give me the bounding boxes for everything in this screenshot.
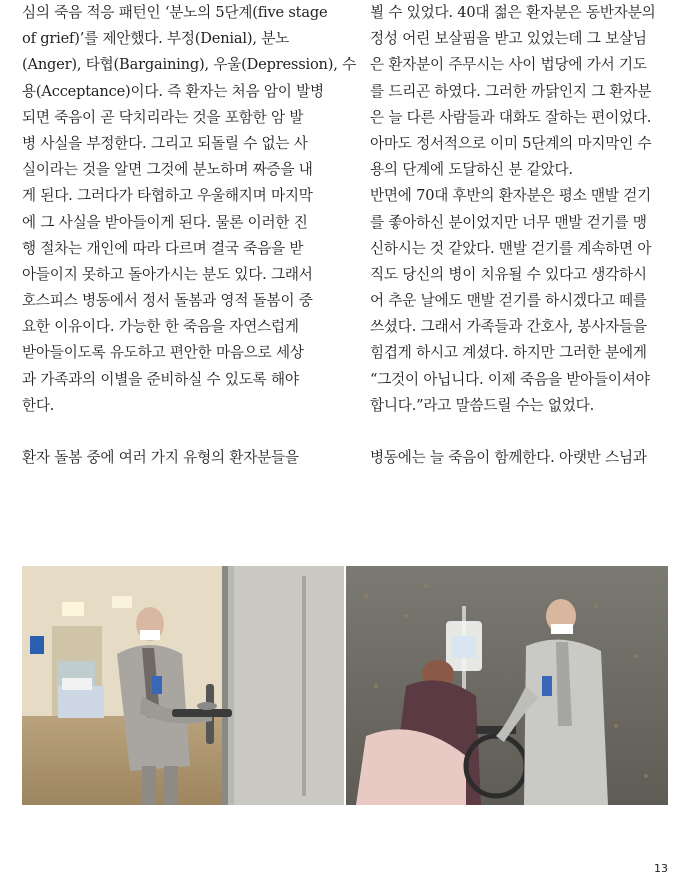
text-line: 되면 죽음이 곧 닥치리라는 것을 포함한 암 발 <box>22 108 304 126</box>
text-line: 합니다.”라고 말씀드릴 수는 없었다. <box>370 396 595 414</box>
text-line: 반면에 70대 후반의 환자분은 평소 맨발 걷기 <box>370 187 652 205</box>
text-line: 과 가족과의 이별을 준비하실 수 있도록 해야 <box>22 370 299 388</box>
text-line: 정성 어린 보살핌을 받고 있었는데 그 보살님 <box>370 30 647 48</box>
text-line: 쓰셨다. 그래서 가족들과 간호사, 봉사자들을 <box>370 318 647 336</box>
text-line: “그것이 아닙니다. 이제 죽음을 받아들이셔야 <box>370 370 650 388</box>
text-line: 를 좋아하신 분이었지만 너무 맨발 걷기를 맹 <box>370 213 647 231</box>
page-number: 13 <box>654 862 668 875</box>
ward-photo <box>22 566 344 805</box>
right-text-column <box>370 0 670 471</box>
text-line: 병 사실을 부정한다. 그리고 되돌릴 수 없는 사 <box>22 134 308 152</box>
text-line: 에 그 사실을 받아들이게 된다. 물론 이러한 진 <box>22 213 308 231</box>
text-line: 직도 당신의 병이 치유될 수 있다고 생각하시 <box>370 265 647 283</box>
text-line: 아들이지 못하고 돌아가시는 분도 있다. 그래서 <box>22 265 313 283</box>
text-line: 힘겹게 하시고 계셨다. 하지만 그러한 분에게 <box>370 344 647 362</box>
text-line: 행 절차는 개인에 따라 다르며 결국 죽음을 받 <box>22 239 304 257</box>
text-line: 실이라는 것을 알면 그것에 분노하며 짜증을 내 <box>22 161 313 179</box>
text-line: 게 된다. 그러다가 타협하고 우울해지며 마지막 <box>22 187 313 205</box>
text-line: 받아들이도록 유도하고 편안한 마음으로 세상 <box>22 344 304 362</box>
text-line: 어 추운 날에도 맨발 걷기를 하시겠다고 떼를 <box>370 292 647 310</box>
text-line: (Anger), 타협(Bargaining), 우울(Depression), 수 <box>22 56 357 74</box>
text-line: 뵐 수 있었다. 40대 젊은 환자분은 동반자분의 <box>370 4 656 21</box>
ward-photo-illustration <box>22 566 344 805</box>
text-line: 요한 이유이다. 가능한 한 죽음을 자연스럽게 <box>22 318 299 336</box>
wheelchair-photo <box>346 566 668 805</box>
text-line: 은 환자분이 주무시는 사이 법당에 가서 기도 <box>370 56 647 74</box>
text-line: 병동에는 늘 죽음이 함께한다. 아랫반 스님과 <box>370 449 647 467</box>
wheelchair-photo-illustration <box>346 566 668 805</box>
text-line: 를 드리곤 하였다. 그러한 까닭인지 그 환자분 <box>370 82 652 100</box>
text-line: of grief)’를 제안했다. 부정(Denial), 분노 <box>22 30 290 48</box>
text-line: 신하시는 것 같았다. 맨발 걷기를 계속하면 아 <box>370 239 652 257</box>
text-line: 은 늘 다른 사람들과 대화도 잘하는 편이었다. <box>370 108 652 126</box>
text-line: 용(Acceptance)이다. 즉 환자는 처음 암이 발병 <box>22 82 324 100</box>
text-line: 심의 죽음 적응 패턴인 ‘분노의 5단계(five stage <box>22 4 328 21</box>
text-line: 호스피스 병동에서 정서 돌봄과 영적 돌봄이 중 <box>22 292 313 310</box>
text-line: 한다. <box>22 396 55 414</box>
text-line: 용의 단계에 도달하신 분 같았다. <box>370 161 573 179</box>
text-line: 환자 돌봄 중에 여러 가지 유형의 환자분들을 <box>22 449 299 467</box>
text-line: 아마도 정서적으로 이미 5단계의 마지막인 수 <box>370 134 652 152</box>
left-text-column <box>22 0 357 471</box>
